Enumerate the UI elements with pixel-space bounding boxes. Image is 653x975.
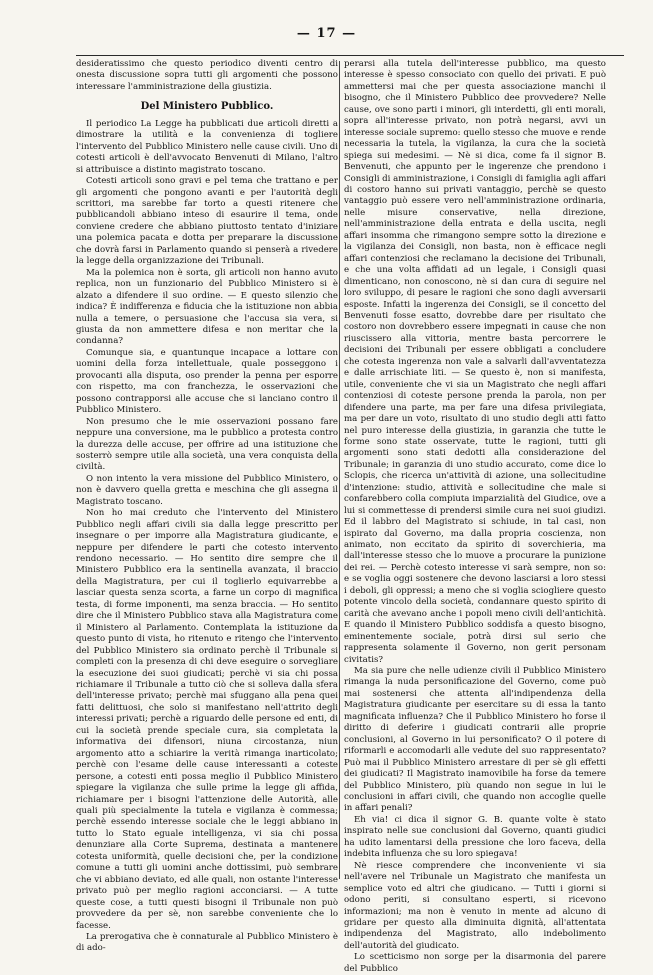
section-title: Del Ministero Pubblico. xyxy=(140,101,274,113)
paragraph: La prerogativa che è connaturale al Pubblico Ministero è di ado- xyxy=(76,931,338,954)
header-rule xyxy=(76,55,624,56)
paragraph: Il periodico La Legge ha pubblicati due articoli diretti a dimostrare la utilità e la convenienza di togliere l'intervento del Pubblico Ministero nelle cause civili. Uno di cotesti articoli è dell'avvocato Benvenuti di Milano, l'altro si attribuisce a distinto magistrato toscano. xyxy=(76,118,338,175)
paragraph: Cotesti articoli sono gravi e pel tema che trattano e per gli argomenti che pongono avanti e per l'autorità degli scrittori, ma sarebbe far torto a questi ritenere che pubblicandoli abbiano inteso di esaurire il tema, onde conviene credere che abbiano piuttosto tentato d'iniziare una polemica pacata e dotta per preparare la discussione che dovrà farsi in Parlamento quando si penserà a rivedere la legge della organizzazione dei Tribunali. xyxy=(76,176,338,267)
paragraph: perarsi alla tutela dell'interesse pubblico, ma questo interesse è spesso consociato con quello dei privati. E può ammettersi mai che per questa associazione manchi il bisogno, che il Ministero Pubblico dee provvedere? Nelle cause, ove sono parti i minori, gli interdetti, gli enti morali, sopra all'interesse privato, non potrà negarsi, avvi un interesse sociale supremo: quello stesso che muove e rende necessaria la tutela, la vigilanza, la cura che la società spiega sui medesimi. — Nè si dica, come fa il signor B. Benvenuti, che appunto per le ingerenze che prendono i Consigli di amministrazione, i Consigli di famiglia agli affari di costoro hanno sui privati vantaggio, perchè se questo vantaggio può essere vero nell'amministrazione ordinaria, nelle misure conservative, nella direzione, nell'amministrazione della entrata e della uscita, negli affari insomma che rimangono sempre sotto la direzione e la vigilanza dei Consigli, non basta, non è efficace negli affari contenziosi che reclamano la decisione dei Tribunali, e che una volta affidati ad un legale, i Consigli quasi dimenticano, non conoscono, nè si dan cura di seguire nel loro sviluppo, di pesare le ragioni che sono dagli avversarii esposte. Infatti la ingerenza dei Consigli, se il concetto del Benvenuti fosse esatto, dovrebbe dare per risultato che costoro non dovrebbero essere impegnati in cause che non riuscissero alla vittoria, mentre basta percorrere le decisioni dei Tribunali per essere obbligati a concludere che cotesta ingerenza non vale a salvarli dall'avventatezza e dalle arrischiate liti. — Se questo è, non si manifesta, utile, conveniente che vi sia un Magistrato che negli affari contenziosi di coteste persone prenda la parola, non per difendere una parte, ma per fare una difesa privilegiata, ma per dare un voto, risultato di uno studio degli atti fatto nel puro interesse della giustizia, in garanzia che tutte le forme sono state osservate, tutte le ragioni, tutti gli argomenti sono stati dedotti alla considerazione del Tribunale; in garanzia di uno studio accurato, come dice lo Sclopis, che ricerca un'attività di azione, una sollecitudine d'intenzione: studio, attività e sollecitudine che male si confarebbero colla compiuta imparzialità del Giudice, ove a lui si commettesse di prendersi simile cura nei suoi giudizi. Ed il labbro del Magistrato si schiude, in tal casi, non ispirato dal Governo, ma dalla propria coscienza, non animato, non eccitato da spirito di soverchieria, ma dall'interesse stesso che lo muove a procurare la punizione dei rei. — Perchè cotesto interesse vi sarà sempre, non so: e se voglia oggi sostenere che devono lasciarsi a loro stessi i deboli, gli oppressi; a meno che si voglia sciogliere questo potente vincolo della società, condannare questo spirito di carità che avevano anche i popoli meno civili dell'antichità. E quando il Ministero Pubblico soddisfa a questo bisogno, eminentemente sociale, potrà dirsi sul serio che rappresenta solamente il Governo, non gerit personam civitatis? xyxy=(344,59,606,665)
right-column xyxy=(344,59,606,974)
page-number: — 17 — xyxy=(296,26,357,41)
intro-paragraph: desideratissimo che questo periodico diventi centro di onesta discussione sopra tutti gli argomenti che possono interessare l'amministrazione della giustizia. xyxy=(76,59,338,92)
paragraph: Eh via! ci dica il signor G. B. quante volte è stato inspirato nelle sue conclusioni dal Governo, quanti giudici ha udito lamentarsi della pressione che loro faceva, della indebita influenza che su loro spiegava! xyxy=(344,814,606,860)
column-divider xyxy=(339,61,340,879)
paragraph: Ma sia pure che nelle udienze civili il Pubblico Ministero rimanga la nuda personificazione del Governo, come può mai sostenersi che attenta all'indipendenza della Magistratura giudicante per esercitare su di essa la tanto magnificata influenza? Che il Pubblico Ministero ho forse il diritto di deferire i giudicati contrarii alle proprie conclusioni, al Governo in lui personificato? O il potere di riformarli e accomodarli alle vedute del suo rappresentato? Può mai il Pubblico Ministero arrestare di per sè gli effetti dei giudicati? Il Magistrato inamovibile ha forse da temere del Pubblico Ministero, più quando non segue in lui le conclusioni in affari civili, che quando non accoglie quelle in affari penali? xyxy=(344,666,606,814)
paragraph: Lo scetticismo non sorge per la disarmonia del parere del Pubblico xyxy=(344,952,606,974)
paragraph: Nè riesce comprendere che inconveniente vi sia nell'avere nel Tribunale un Magistrato che manifesta un semplice voto ed altri che giudicano. — Tutti i giorni si odono periti, si consultano esperti, si ricevono informazioni; ma non è venuto in mente ad alcuno di gridare per questo alla diminuita dignità, all'attentata indipendenza del Magistrato, allo indebolimento dell'autorità del giudicato. xyxy=(344,860,606,951)
left-column xyxy=(76,59,338,954)
paragraph: Non presumo che le mie osservazioni possano fare neppure una conversione, ma le pubblico a protesta contro la durezza delle accuse, per offrire ad una istituzione che sosterrò sempre utile alla società, una vera conquista della civiltà. xyxy=(76,416,338,473)
paragraph: Non ho mai creduto che l'intervento del Ministero Pubblico negli affari civili sia dalla legge prescritto per insegnare o per imporre alla Magistratura giudicante, e neppure per difendere le parti che cotesto intervento rendono necessario. — Ho sentito dire sempre che il Ministero Pubblico era la sentinella avanzata, il braccio della Magistratura, per cui il toglierlo equivarrebbe a lasciar questa senza scorta, a farne un corpo di magnifica testa, di forme imponenti, ma senza braccia. — Ho sentito dire che il Ministero Pubblico stava alla Magistratura come il Ministero al Parlamento. Contemplata la istituzione da questo punto di vista, ho ritenuto e ritengo che l'intervento del Pubblico Ministero sia ordinato perchè il Tribunale si completi con la presenza di chi deve eseguire o sorvegliare la esecuzione dei suoi giudicati; perchè vi sia chi possa richiamare il Tribunale a tutto ciò che si solleva dalla sfera dell'interesse privato; perchè mai sfuggano alla pena quei fatti delittuosi, che solo si manifestano nell'attrito degli interessi privati; perchè a riguardo delle persone ed enti, di cui la società prende speciale cura, sia completata la informativa dei difensori, niuna circostanza, niun argomento atto a schiarire la verità rimanga inarticolato; perchè con l'esame delle cause interessanti a coteste persone, a cotesti enti possa meglio il Pubblico Ministero spiegare la vigilanza che sulle prime la legge gli affida, richiamare per i bisogni l'attenzione delle Autorità, alle quali più specialmente la tutela e vigilanza è commessa; perchè essendo interesse sociale che le leggi abbiano in tutto lo Stato eguale intelligenza, vi sia chi possa denunziare alla Corte Suprema, destinata a mantenere cotesta uniformità, quelle decisioni che, per la condizione comune a tutti gli uomini anche dottissimi, può sembrare che vi abbiano deviato, ed alle quali, non ostante l'interesse privato può per meglio ragioni acconciarsi. — A tutte queste cose, a tutti questi bisogni il Tribunale non può provvedere da per sè, non sarebbe conveniente che lo facesse. xyxy=(76,508,338,931)
paragraph: Comunque sia, e quantunque incapace a lottare con uomini della forza intellettuale, quale posseggono i provocanti alla disputa, oso prender la penna per esporre con rispetto, ma con franchezza, le osservazioni che possono contrapporsi alle accuse che si lanciano contro il Pubblico Ministero. xyxy=(76,347,338,416)
paragraph: O non intento la vera missione del Pubblico Ministero, o non è davvero quella gretta e meschina che gli assegna il Magistrato toscano. xyxy=(76,473,338,507)
paragraph: Ma la polemica non è sorta, gli articoli non hanno avuto replica, non un funzionario del Pubblico Ministero si è alzato a difendere il suo ordine. — E questo silenzio che indica? È indifferenza e fiducia che la istituzione non abbia nulla a temere, o persuasione che l'accusa sia vera, si giusta da non ammettere difesa e non meritar che la condanna? xyxy=(76,267,338,347)
